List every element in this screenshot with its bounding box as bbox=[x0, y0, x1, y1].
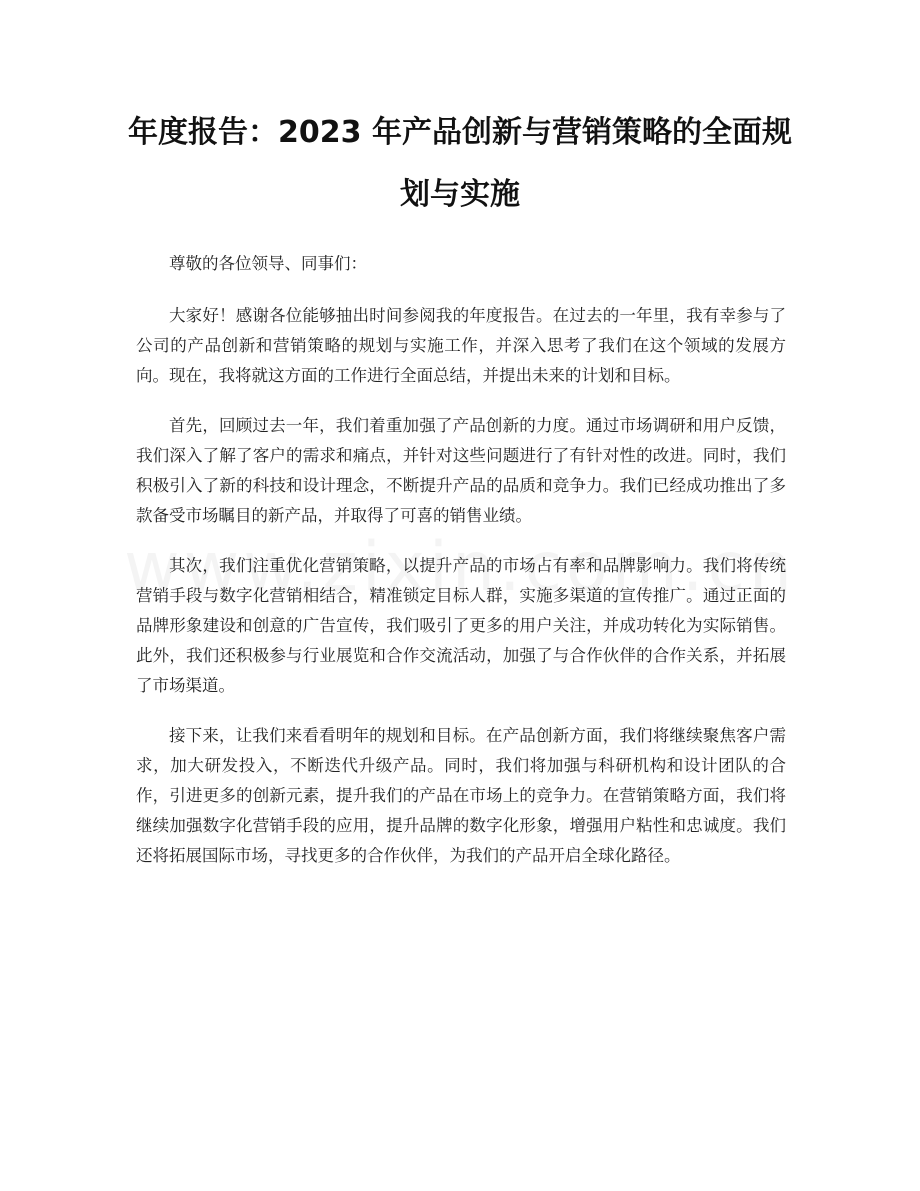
page-title: 年度报告：2023 年产品创新与营销策略的全面规划与实施 bbox=[128, 115, 792, 212]
paragraph-marketing-strategy: 其次，我们注重优化营销策略，以提升产品的市场占有率和品牌影响力。我们将传统营销手段与数字化营销相结合，精准锁定目标人群，实施多渠道的宣传推广。通过正面的品牌形象建设和创意的广告宣传，我们吸引了更多的用户关注，并成功转化为实际销售。此外，我们还积极参与行业展览和合作交流活动，加强了与合作伙伴的合作关系，并拓展了市场渠道。 bbox=[136, 556, 786, 695]
paragraph-next-year-plan: 接下来，让我们来看看明年的规划和目标。在产品创新方面，我们将继续聚焦客户需求，加大研发投入，不断迭代升级产品。同时，我们将加强与科研机构和设计团队的合作，引进更多的创新元素，提升我们的产品在市场上的竞争力。在营销策略方面，我们将继续加强数字化营销手段的应用，提升品牌的数字化形象，增强用户粘性和忠诚度。我们还将拓展国际市场，寻找更多的合作伙伴，为我们的产品开启全球化路径。 bbox=[136, 726, 786, 865]
paragraph-product-innovation: 首先，回顾过去一年，我们着重加强了产品创新的力度。通过市场调研和用户反馈，我们深入了解了客户的需求和痛点，并针对这些问题进行了有针对性的改进。同时，我们积极引入了新的科技和设计理念，不断提升产品的品质和竞争力。我们已经成功推出了多款备受市场瞩目的新产品，并取得了可喜的销售业绩。 bbox=[136, 416, 786, 525]
salutation-paragraph: 尊敬的各位领导、同事们： bbox=[169, 254, 367, 273]
paragraph-intro: 大家好！感谢各位能够抽出时间参阅我的年度报告。在过去的一年里，我有幸参与了公司的产品创新和营销策略的规划与实施工作，并深入思考了我们在这个领域的发展方向。现在，我将就这方面的工作进行全面总结，并提出未来的计划和目标。 bbox=[136, 306, 786, 385]
document-body bbox=[136, 249, 786, 891]
